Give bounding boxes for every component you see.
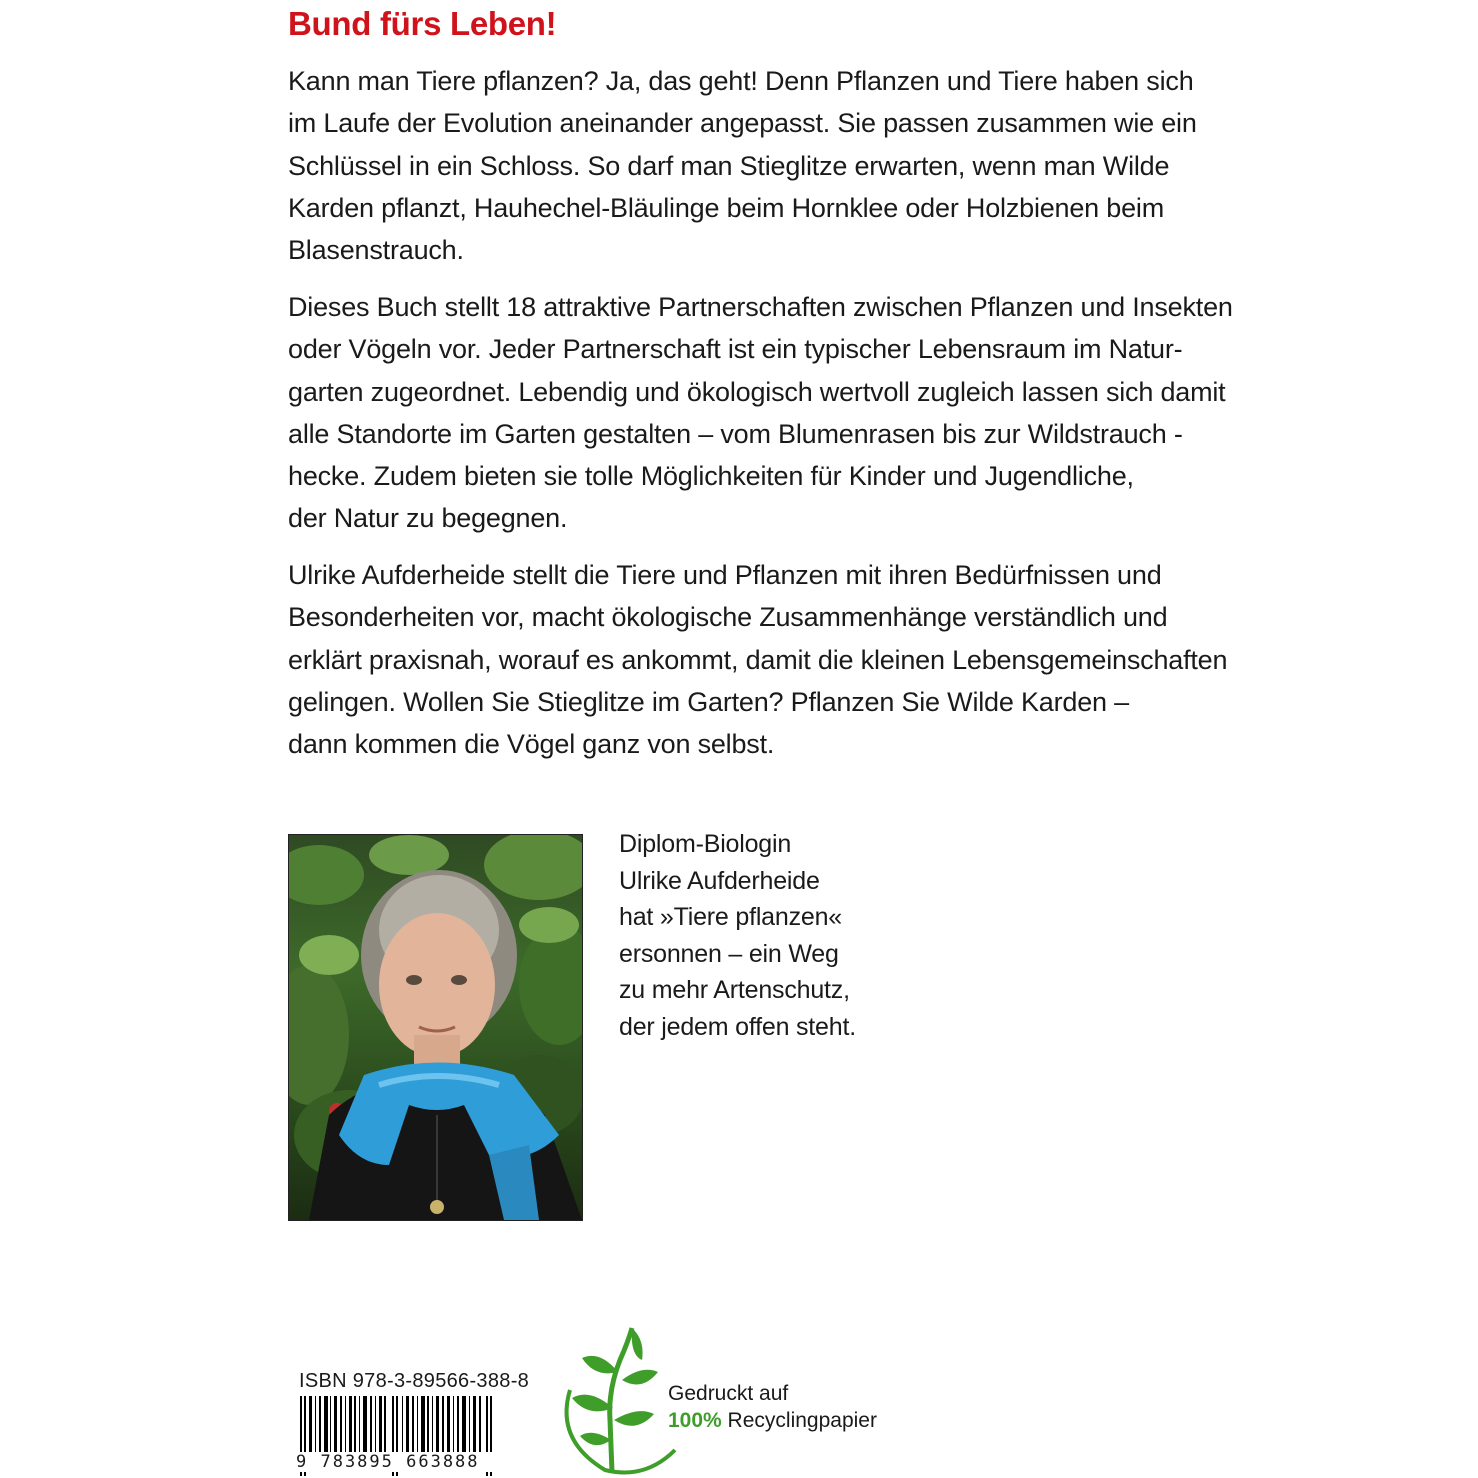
bio-line: zu mehr Artenschutz, <box>619 976 850 1004</box>
paragraph-book-content <box>288 286 1233 540</box>
paragraph-author-approach <box>288 554 1228 765</box>
text-line: Kann man Tiere pflanzen? Ja, das geht! Denn Pflanzen und Tiere haben sich <box>288 66 1194 96</box>
bio-line: der jedem offen steht. <box>619 1012 856 1041</box>
text-line: oder Vögeln vor. Jeder Partnerschaft ist ein typischer Lebensraum im Natur- <box>288 334 1183 365</box>
text-line: im Laufe der Evolution aneinander angepasst. Sie passen zusammen wie ein <box>288 108 1197 139</box>
text-line: erklärt praxisnah, worauf es ankommt, damit die kleinen Lebensgemeinschaften <box>288 644 1228 675</box>
headline: Bund fürs Leben! <box>288 5 557 42</box>
bio-line: Diplom-Biologin <box>619 830 792 858</box>
bio-line: Ulrike Aufderheide <box>619 866 820 895</box>
text-line: Dieses Buch stellt 18 attraktive Partnerschaften zwischen Pflanzen und Insekten <box>288 292 1233 322</box>
paragraph-intro <box>288 60 1208 271</box>
author-bio <box>619 826 856 1045</box>
eco-percentage: 100% <box>668 1409 722 1432</box>
recycling-paper-note <box>668 1380 877 1434</box>
isbn-label: ISBN 978-3-89566-388-8 <box>299 1370 530 1392</box>
text-line: Schlüssel in ein Schloss. So darf man Stieglitze erwarten, wenn man Wilde <box>288 150 1170 181</box>
recycling-leaf-icon <box>550 1320 680 1476</box>
text-line: alle Standorte im Garten gestalten – vom Blumenrasen bis zur Wildstrauch - <box>288 418 1183 449</box>
eco-recycling-label: Recyclingpapier <box>721 1409 877 1432</box>
eco-line-1: Gedruckt auf <box>668 1382 789 1405</box>
bio-line: ersonnen – ein Weg <box>619 939 839 968</box>
text-line: dann kommen die Vögel ganz von selbst. <box>288 729 775 760</box>
text-line: der Natur zu begegnen. <box>288 503 568 534</box>
text-line: Blasenstrauch. <box>288 235 464 266</box>
text-line: garten zugeordnet. Lebendig und ökologisch wertvoll zugleich lassen sich damit <box>288 376 1226 407</box>
text-line: Ulrike Aufderheide stellt die Tiere und Pflanzen mit ihren Bedürfnissen und <box>288 560 1162 590</box>
text-line: gelingen. Wollen Sie Stieglitze im Garten? Pflanzen Sie Wilde Karden – <box>288 686 1129 717</box>
text-line: hecke. Zudem bieten sie tolle Möglichkeiten für Kinder und Jugendliche, <box>288 461 1134 492</box>
text-line: Karden pflanzt, Hauhechel-Bläulinge beim Hornklee oder Holzbienen beim <box>288 192 1165 223</box>
barcode-digits: 9 783895 663888 <box>296 1452 498 1472</box>
eco-line-2 <box>668 1407 877 1434</box>
author-photo <box>288 834 583 1221</box>
text-line: Besonderheiten vor, macht ökologische Zusammenhänge verständlich und <box>288 602 1168 633</box>
author-portrait-illustration <box>289 835 582 1220</box>
bio-line: hat »Tiere pflanzen« <box>619 903 843 931</box>
